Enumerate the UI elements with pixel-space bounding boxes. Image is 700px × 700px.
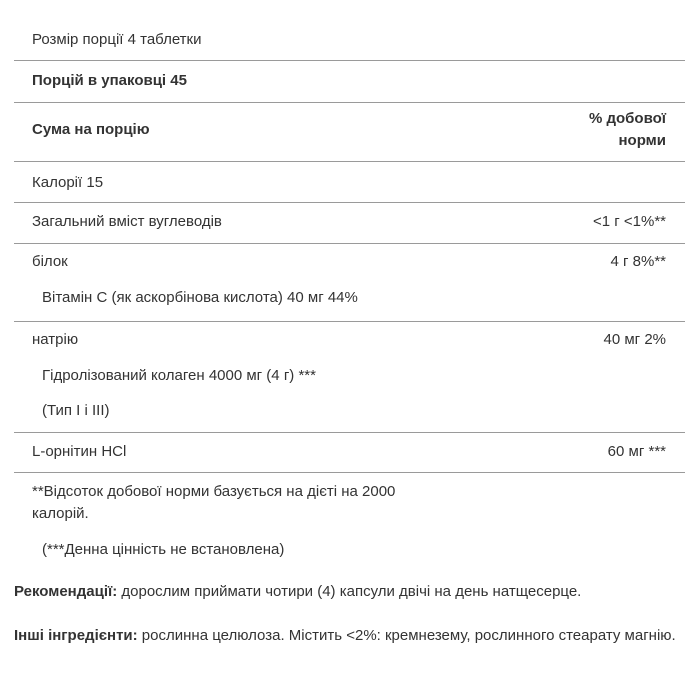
collagen-type-row: (Тип I і III) (42, 402, 110, 419)
carbs-label: Загальний вміст вуглеводів (32, 213, 222, 230)
divider (14, 472, 685, 473)
divider (14, 243, 685, 244)
serving-size: Розмір порції 4 таблетки (32, 31, 202, 48)
vitamin-c-row: Вітамін С (як аскорбінова кислота) 40 мг 44% (42, 289, 358, 306)
collagen-row: Гідролізований колаген 4000 мг (4 г) *** (42, 367, 316, 384)
protein-value: 4 г 8%** (610, 253, 666, 270)
divider (14, 432, 685, 433)
divider (14, 102, 685, 103)
divider (14, 321, 685, 322)
ornithine-value: 60 мг *** (607, 443, 666, 460)
divider (14, 202, 685, 203)
sodium-value: 40 мг 2% (603, 331, 666, 348)
footnote-daily-value-line2: калорій. (32, 505, 89, 522)
amount-per-serving: Сума на порцію (32, 121, 150, 138)
protein-label: білок (32, 253, 68, 270)
sodium-label: натрію (32, 331, 79, 348)
recommendations-label: Рекомендації: (14, 583, 118, 600)
divider (14, 161, 685, 162)
other-ingredients-paragraph (14, 625, 684, 647)
servings-per-container: Порцій в упаковці 45 (32, 72, 187, 89)
other-ingredients-label: Інші інгредієнти: (14, 627, 138, 644)
calories-row: Калорії 15 (32, 174, 104, 191)
ornithine-label: L-орнітин HCl (32, 443, 127, 460)
recommendations-text: дорослим приймати чотири (4) капсули двічі на день натщесерце. (117, 583, 582, 600)
recommendations-paragraph (14, 581, 684, 603)
footnote-not-established: (***Денна цінність не встановлена) (42, 541, 285, 558)
carbs-value: <1 г <1%** (592, 213, 666, 230)
daily-value-header-line2: норми (618, 132, 666, 149)
divider (14, 60, 685, 61)
daily-value-header-line1: % добової (588, 110, 666, 127)
footnote-daily-value-line1: **Відсоток добової норми базується на дієті на 2000 (32, 483, 396, 500)
other-ingredients-text: рослинна целюлоза. Містить <2%: кремнезему, рослинного стеарату магнію. (137, 627, 676, 644)
